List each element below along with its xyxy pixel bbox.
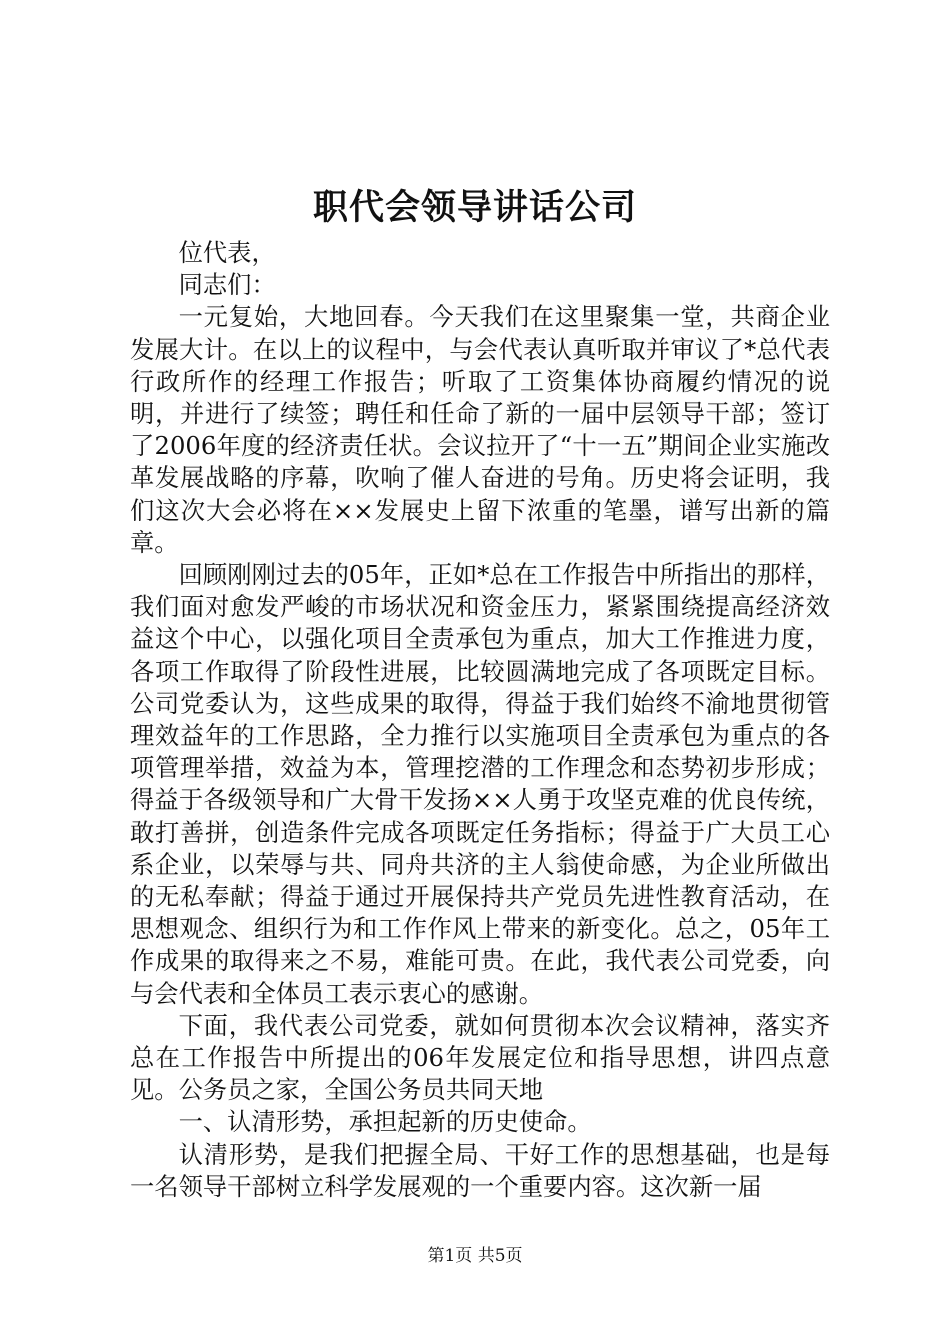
salutation-line: 同志们： [178, 270, 276, 300]
body-paragraph: 下面，我代表公司党委，就如何贯彻本次会议精神，落实齐总在工作报告中所提出的06年发展定位和指导思想，讲四点意见。公务员之家，全国公务员共同天地 [130, 1010, 830, 1105]
document-body [130, 237, 830, 1203]
section-heading: 一、认清形势，承担起新的历史使命。 [178, 1107, 592, 1137]
body-paragraph: 认清形势，是我们把握全局、干好工作的思想基础，也是每一名领导干部树立科学发展观的一个重要内容。这次新一届 [130, 1139, 830, 1201]
page-footer: 第1页 共5页 [427, 1246, 523, 1266]
body-paragraph: 回顾刚刚过去的05年，正如*总在工作报告中所指出的那样，我们面对愈发严峻的市场状况和资金压力，紧紧围绕提高经济效益这个中心，以强化项目全责承包为重点，加大工作推进力度，各项工作取得了阶段性进展，比较圆满地完成了各项既定目标。公司党委认为，这些成果的取得，得益于我们始终不渝地贯彻管理效益年的工作思路，全力推行以实施项目全责承包为重点的各项管理举措，效益为本，管理挖潜的工作理念和态势初步形成；得益于各级领导和广大骨干发扬××人勇于攻坚克难的优良传统，敢打善拼，创造条件完成各项既定任务指标；得益于广大员工心系企业，以荣辱与共、同舟共济的主人翁使命感，为企业所做出的无私奉献；得益于通过开展保持共产党员先进性教育活动，在思想观念、组织行为和工作作风上带来的新变化。总之，05年工作成果的取得来之不易，难能可贵。在此，我代表公司党委，向与会代表和全体员工表示衷心的感谢。 [130, 560, 830, 1008]
salutation-line: 位代表， [178, 238, 276, 267]
document-title: 职代会领导讲话公司 [312, 187, 637, 228]
body-paragraph: 一元复始，大地回春。今天我们在这里聚集一堂，共商企业发展大计。在以上的议程中，与会代表认真听取并审议了*总代表行政所作的经理工作报告；听取了工资集体协商履约情况的说明，并进行了续签；聘任和任命了新的一届中层领导干部；签订了2006年度的经济责任状。会议拉开了“十一五”期间企业实施改革发展战略的序幕，吹响了催人奋进的号角。历史将会证明，我们这次大会必将在××发展史上留下浓重的笔墨，谱写出新的篇章。 [130, 302, 830, 557]
